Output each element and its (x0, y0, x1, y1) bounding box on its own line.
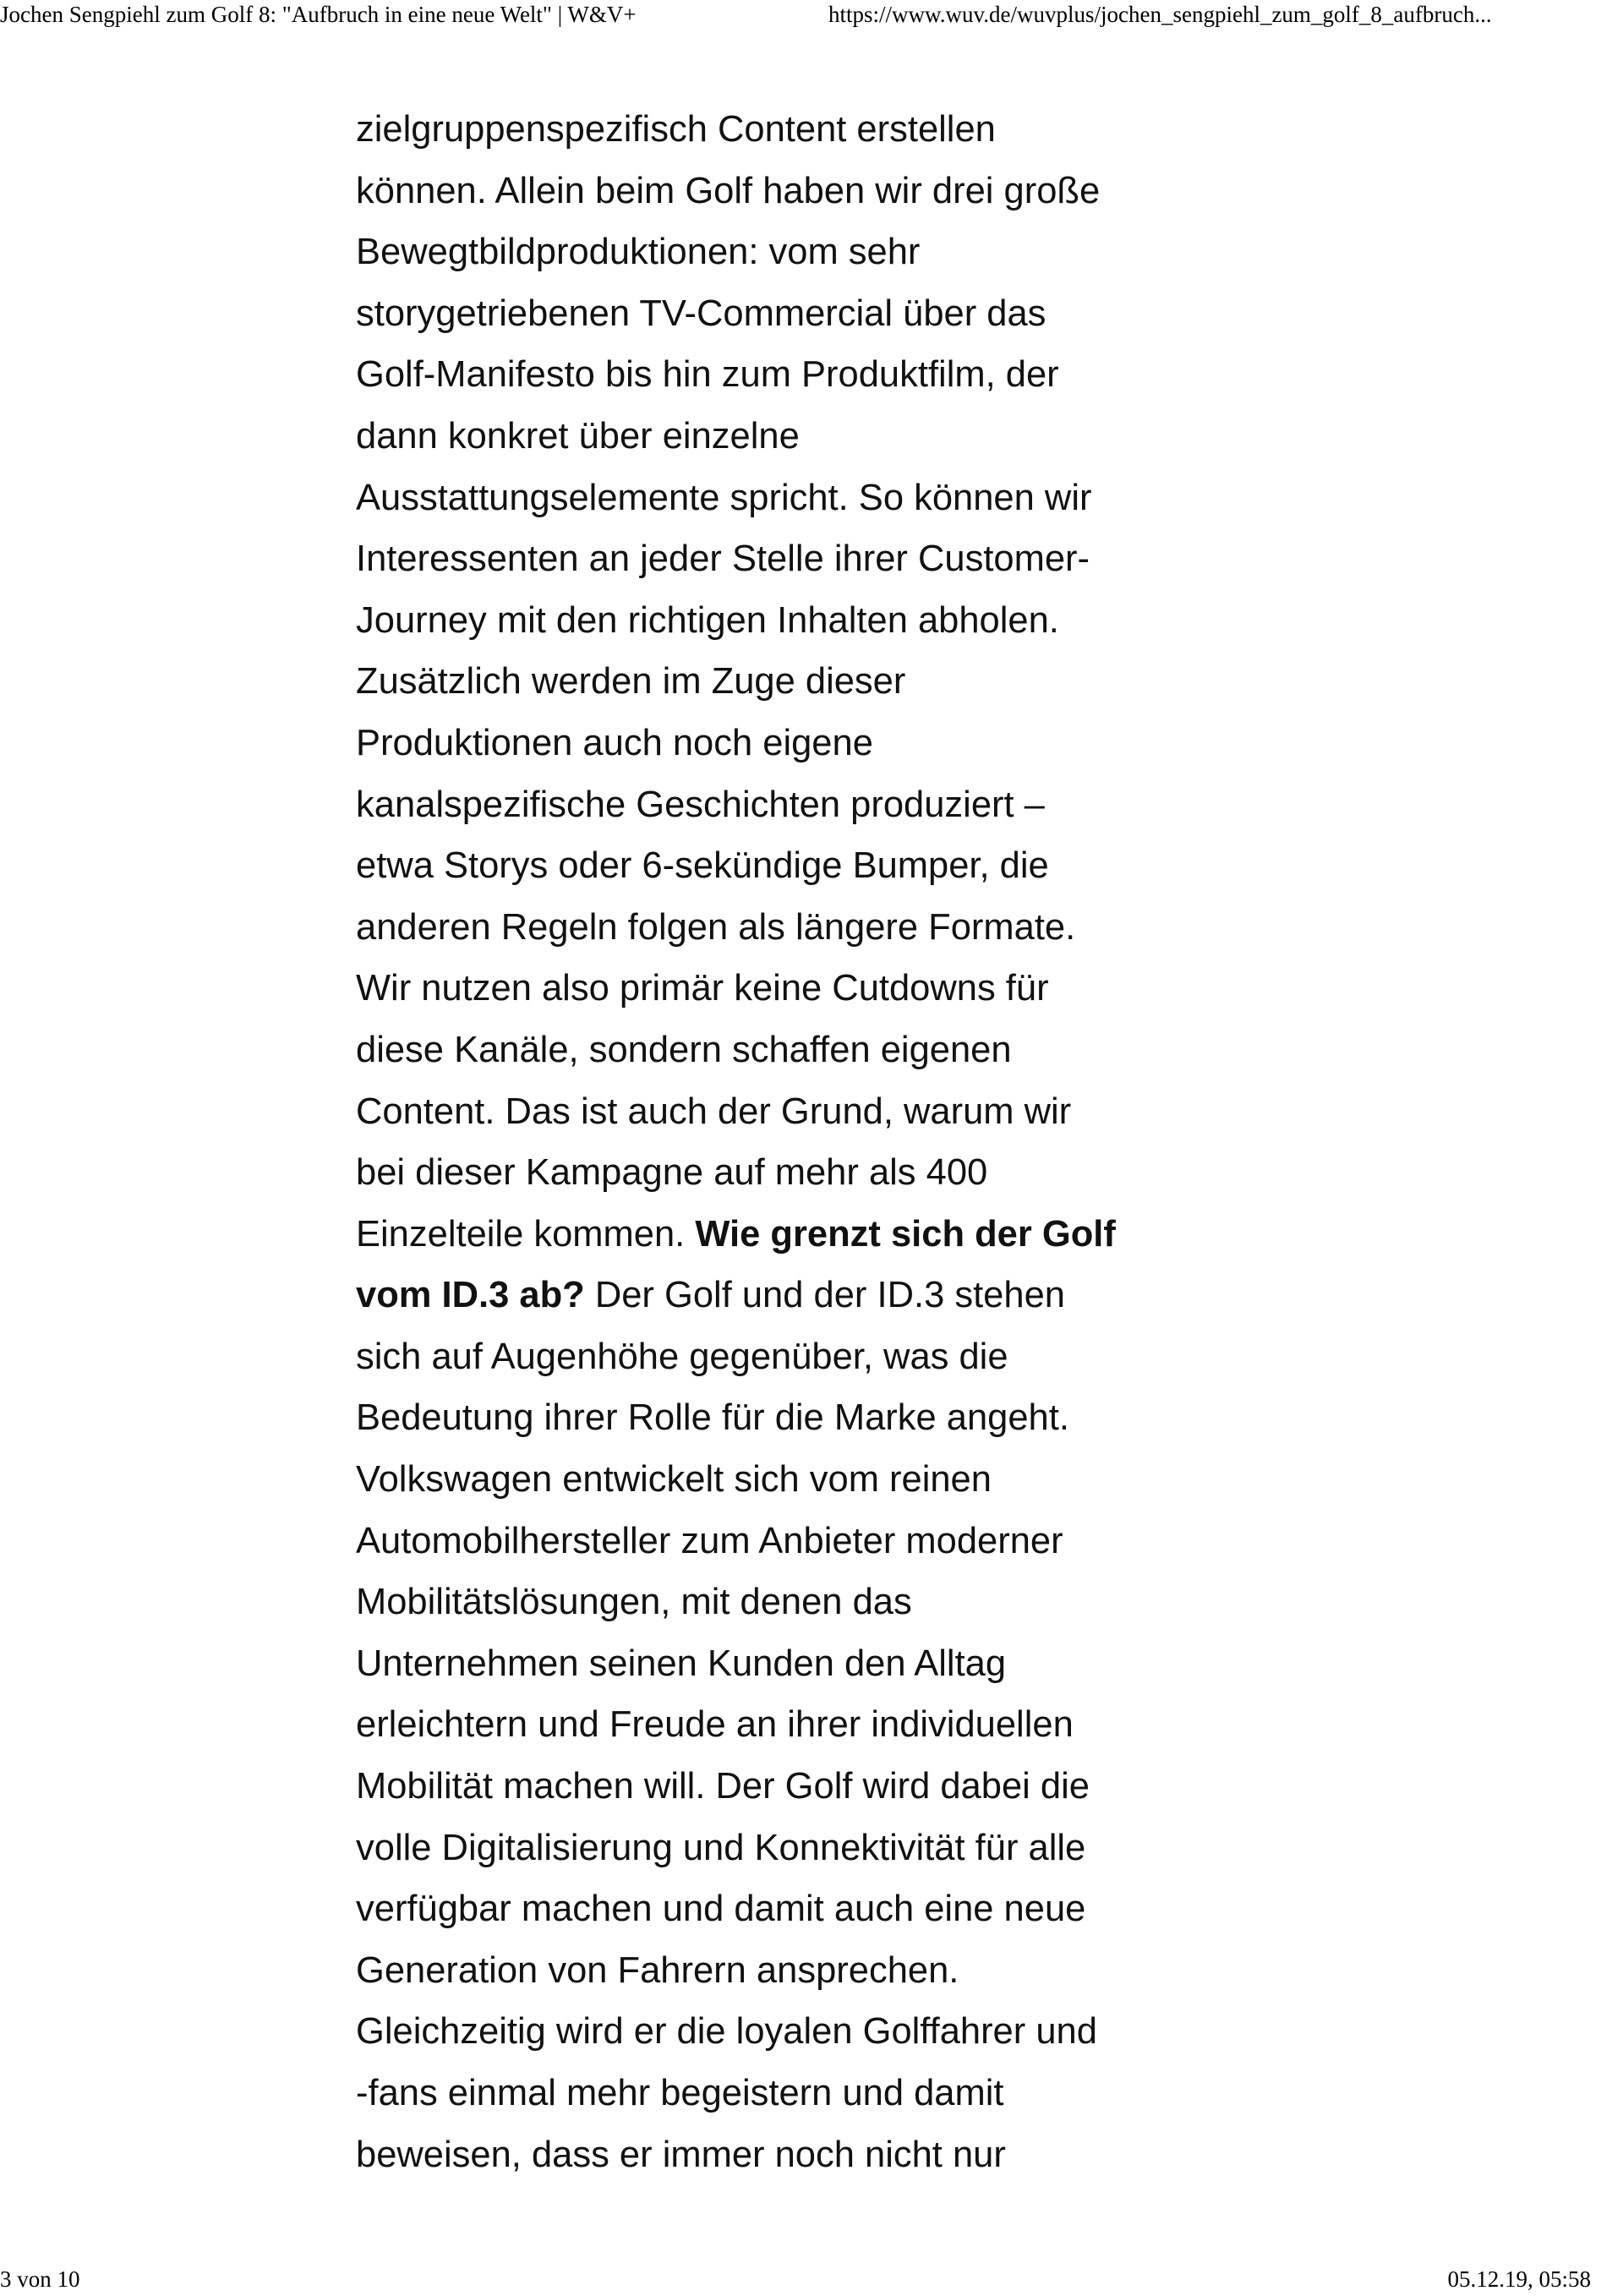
print-header-title: Jochen Sengpiehl zum Golf 8: "Aufbruch in eine neue Welt" | W&V+ (0, 2, 637, 27)
article-text: Einzelteile kommen. (356, 1213, 696, 1255)
article-line (356, 1020, 1218, 1081)
print-footer-page-number: 3 von 10 (0, 2266, 80, 2292)
article-text: anderen Regeln folgen als längere Formate. (356, 906, 1076, 948)
article-line (356, 2001, 1218, 2063)
article-line (356, 1818, 1218, 1879)
article-line (356, 99, 1218, 161)
article-text: bei dieser Kampagne auf mehr als 400 (356, 1152, 988, 1194)
article-text: Mobilität machen will. Der Golf wird dabei die (356, 1766, 1090, 1807)
article-line (356, 774, 1218, 836)
article-line (356, 1878, 1218, 1940)
article-line (356, 1326, 1218, 1388)
article-line (356, 161, 1218, 222)
article-line (356, 1694, 1218, 1756)
article-text: Ausstattungselemente spricht. So können wir (356, 477, 1092, 518)
article-text: können. Allein beim Golf haben wir drei große (356, 170, 1101, 211)
article-line (356, 283, 1218, 345)
article-text: erleichtern und Freude an ihrer individuellen (356, 1704, 1074, 1746)
article-text: Produktionen auch noch eigene (356, 722, 873, 763)
article-text: storygetriebenen TV-Commercial über das (356, 292, 1046, 334)
article-text: Der Golf und der ID.3 stehen (584, 1275, 1065, 1316)
article-line (356, 713, 1218, 774)
article-text: Journey mit den richtigen Inhalten abholen. (356, 599, 1059, 641)
article-line (356, 528, 1218, 590)
article-text: sich auf Augenhöhe gegenüber, was die (356, 1336, 1008, 1377)
article-line (356, 1142, 1218, 1204)
article-text: diese Kanäle, sondern schaffen eigenen (356, 1029, 1012, 1070)
article-text: Wir nutzen also primär keine Cutdowns für (356, 968, 1049, 1009)
article-line (356, 221, 1218, 283)
article-text: etwa Storys oder 6-sekündige Bumper, die (356, 845, 1049, 887)
article-line (356, 1081, 1218, 1143)
print-header-url: https://www.wuv.de/wuvplus/jochen_sengpiehl_zum_golf_8_aufbruch... (828, 2, 1492, 27)
article-text: Golf-Manifesto bis hin zum Produktfilm, der (356, 354, 1059, 396)
article-line (356, 1449, 1218, 1511)
article-line (356, 958, 1218, 1020)
article-text: Volkswagen entwickelt sich vom reinen (356, 1459, 992, 1501)
article-text: Unternehmen seinen Kunden den Alltag (356, 1643, 1007, 1684)
interview-question: vom ID.3 ab? (356, 1275, 585, 1316)
article-line (356, 1633, 1218, 1695)
article-text: Mobilitätslösungen, mit denen das (356, 1582, 912, 1623)
article-text: Bewegtbildproduktionen: vom sehr (356, 232, 921, 273)
article-text: Generation von Fahrern ansprechen. (356, 1949, 959, 1991)
article-line (356, 2124, 1218, 2186)
article-line (356, 467, 1218, 529)
article-line (356, 590, 1218, 652)
article-line (356, 1940, 1218, 2002)
article-line (356, 1265, 1218, 1326)
article-line (356, 1204, 1218, 1266)
article-text: Interessenten an jeder Stelle ihrer Customer- (356, 538, 1090, 580)
article-text: kanalspezifische Geschichten produziert – (356, 784, 1045, 825)
article-line (356, 406, 1218, 467)
article-line (356, 1511, 1218, 1572)
article-line (356, 2063, 1218, 2124)
article-line (356, 897, 1218, 959)
print-footer-datetime: 05.12.19, 05:58 (1447, 2266, 1591, 2292)
article-line (356, 835, 1218, 897)
article-line (356, 1572, 1218, 1633)
article-line (356, 1756, 1218, 1818)
article-body (356, 99, 1218, 2185)
article-text: zielgruppenspezifisch Content erstellen (356, 109, 996, 150)
article-line (356, 651, 1218, 713)
article-line (356, 344, 1218, 406)
article-text: volle Digitalisierung und Konnektivität für alle (356, 1827, 1086, 1868)
article-text: Automobilhersteller zum Anbieter moderner (356, 1520, 1063, 1561)
article-text: Content. Das ist auch der Grund, warum wir (356, 1091, 1072, 1132)
interview-question: Wie grenzt sich der Golf (695, 1213, 1116, 1255)
article-text: -fans einmal mehr begeistern und damit (356, 2073, 1004, 2113)
article-line (356, 1387, 1218, 1449)
article-text: beweisen, dass er immer noch nicht nur (356, 2134, 1006, 2175)
article-text: Zusätzlich werden im Zuge dieser (356, 661, 906, 702)
article-text: Bedeutung ihrer Rolle für die Marke angeht. (356, 1397, 1069, 1439)
article-text: verfügbar machen und damit auch eine neue (356, 1889, 1086, 1930)
article-text: Gleichzeitig wird er die loyalen Golffahrer und (356, 2011, 1097, 2053)
article-text: dann konkret über einzelne (356, 415, 800, 456)
